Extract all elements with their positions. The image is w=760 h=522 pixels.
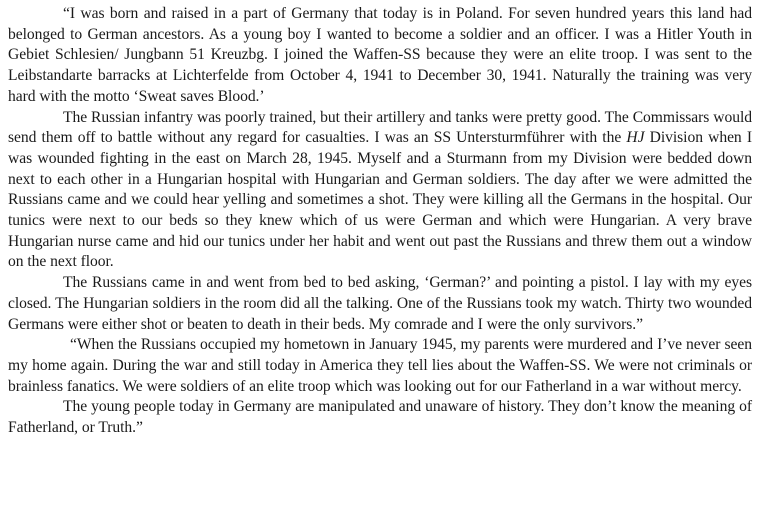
paragraph-text: The Russians came in and went from bed to bed asking, ‘German?’ and pointing a pistol. I lay with my eyes closed. The Hungarian soldiers in the room did all the talking. One of the Russians took my watch. Thirty two wounded Germans were either shot or beaten to death in their beds. My comrade and I were the only survivors.” xyxy=(8,274,752,333)
paragraph-text: “When the Russians occupied my hometown in January 1945, my parents were murdered and I’ve never seen my home again. During the war and still today in America they tell lies about the Waffen-SS. We were not criminals or brainless fanatics. We were soldiers of an elite troop which was looking out for our Fatherland in a war without mercy. xyxy=(8,336,752,395)
paragraph-italic-text: HJ xyxy=(626,129,645,147)
paragraph-text: The Russian infantry was poorly trained, but their artillery and tanks were pretty good. The Commissars would send them off to battle without any regard for casualties. I was an SS Untersturmführer with the xyxy=(8,108,752,147)
paragraph-text: Division when I was wounded fighting in the east on March 28, 1945. Myself and a Sturmann from my Division were bedded down next to each other in a Hungarian hospital with Hungarian and German soldiers. The day after we were admitted the Russians came and we could hear yelling and sometimes a shot. They were killing all the Germans in the hospital. Our tunics were next to our beds so they knew which of us were German and which were Hungarian. A very brave Hungarian nurse came and hid our tunics under her habit and went out past the Russians and threw them out a window on the next floor. xyxy=(8,129,752,271)
paragraph-birth-and-training xyxy=(8,4,752,108)
paragraph-hometown xyxy=(8,335,752,397)
paragraph-young-people xyxy=(8,397,752,438)
paragraph-russians-in-ward xyxy=(8,273,752,335)
paragraph-text: “I was born and raised in a part of Germany that today is in Poland. For seven hundred years this land had belonged to German ancestors. As a young boy I wanted to become a soldier and an officer. I was a Hitler Youth in Gebiet Schlesien/ Jungbann 51 Kreuzbg. I joined the Waffen-SS because they were an elite troop. I was sent to the Leibstandarte barracks at Lichterfelde from October 4, 1941 to December 30, 1941. Naturally the training was very hard with the motto ‘Sweat saves Blood.’ xyxy=(8,5,752,105)
paragraph-hospital-account xyxy=(8,108,752,274)
paragraph-text: The young people today in Germany are manipulated and unaware of history. They don’t know the meaning of Fatherland, or Truth.” xyxy=(8,398,752,437)
